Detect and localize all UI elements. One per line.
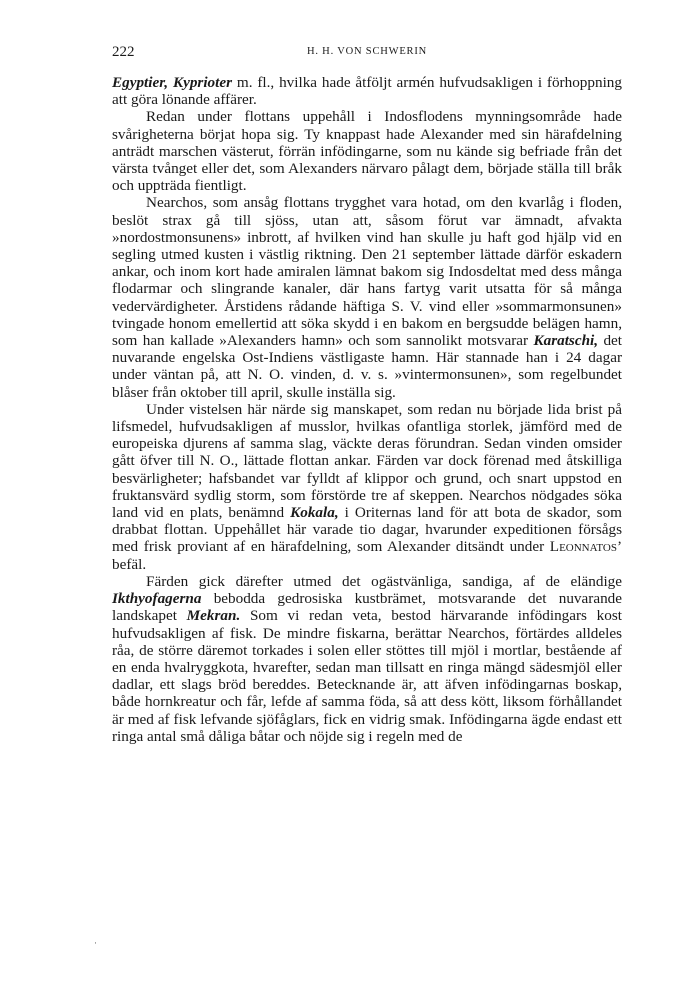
paragraph-4 — [112, 401, 622, 573]
running-head: H. H. VON SCHWERIN — [306, 46, 428, 57]
text-run: det nuvarande engelska Ost-Indiens västligaste hamn. Här stannade han i 24 dagar under väntan på, att N. O. vinden, d. v. s. »vintermonsunen», som regelbundet blåser från oktober till april, skulle inställa sig. — [112, 332, 623, 401]
text-run: Under vistelsen här närde sig manskapet, som redan nu började lida brist på lifsmedel, hufvudsakligen af musslor, hvilkas ofantliga storlek, jämförd med de europeiska djurens af samma slag, väckte deras förundran. Sedan vinden omsider gått öfver till N. O., lättade flottan ankar. Färden var dock förenad med åtskilliga besvärligheter; hafsbandet var fylldt af klippor och grund, och snart uppstod en fruktansvärd sydlig storm, som förstörde tre af skeppen. Nearchos nödgades söka land vid en plats, benämnd — [112, 400, 622, 522]
page-number: 222 — [112, 44, 135, 60]
paragraph-3 — [112, 194, 622, 400]
page-header — [112, 44, 622, 66]
text-run: Färden gick därefter utmed det ogästvänliga, sandiga, af de eländige — [146, 572, 622, 590]
small-caps-name: Leonnatos — [549, 538, 617, 556]
text-run: m. fl., hvilka hade åtföljt armén hufvudsakligen i förhoppning att göra lönande affärer. — [112, 74, 622, 109]
italic-term: Kokala, — [290, 504, 339, 522]
text-run: bebodda gedrosiska kustbrämet, motsvarande det nuvarande landskapet — [112, 590, 622, 625]
italic-term: Mekran. — [186, 607, 241, 625]
text-run: Redan under flottans uppehåll i Indosflodens mynningsområde hade svårigheterna börjat hopa sig. Ty knappast hade Alexander med sin härafdelning anträdt marschen västerut, förrän infödingarne, som nu kände sig befriade från det värsta tvånget eller det, som Alexanders närvaro pålagt dem, började ställa till bråk och uppträda fientligt. — [112, 108, 622, 195]
text-run: ’ befäl. — [112, 538, 622, 573]
italic-term: Karatschi, — [533, 332, 599, 350]
text-run: i Oriternas land för att bota de skador, som drabbat flottan. Uppehållet här varade tio dagar, hvarunder expeditionen försågs med frisk proviant af en härafdelning, som Alexander ditsändt under — [112, 504, 622, 556]
italic-term: Ikthyofagerna — [112, 590, 202, 608]
paragraph-2 — [112, 108, 622, 194]
italic-term: Egyptier, Kyprioter — [112, 74, 233, 91]
scan-speck: · — [94, 938, 97, 948]
book-page — [112, 44, 622, 745]
paragraph-5 — [112, 573, 622, 745]
text-run: Nearchos, som ansåg flottans trygghet vara hotad, om den kvarlåg i floden, beslöt strax gå till sjöss, utan att, såsom förut var ämnadt, afvakta »nordostmonsunens» inbrott, af hvilken vind han skulle ju haft god hjälp vid en segling utmed kusten i västlig riktning. Den 21 september lättade därför eskadern ankar, och inom kort hade amiralen lämnat bakom sig Indosdeltat med dess många flodarmar och slingrande kanaler, där hans fartyg varit utsatta för så många vedervärdigheter. Årstidens rådande häftiga S. V. vind eller »sommarmonsunen» tvingade honom emellertid att söka skydd i en bakom en bergsudde belägen hamn, som han kallade »Alexanders hamn» och som sannolikt motsvarar — [112, 194, 622, 350]
text-run: Som vi redan veta, bestod härvarande infödingars kost hufvudsakligen af fisk. De mindre fiskarna, berättar Nearchos, förtärdes alldeles råa, de större däremot torkades i solen eller stöttes till mjöl i mortlar, bestående af en enda hvalryggkota, hvarefter, sedan man tillsatt en ringa mängd sädesmjöl eller dadlar, ett slags bröd bereddes. Betecknande är, att äfven infödingarnas boskap, både hornkreatur och får, lefde af samma föda, så att dess kött, liksom förhållandet är med af fisk lefvande sjöfåglars, fick en vidrig smak. Infödingarna ägde endast ett ringa antal små dåliga båtar och nöjde sig i regeln med de — [112, 607, 622, 745]
body-text — [112, 74, 622, 745]
paragraph-1 — [112, 74, 622, 108]
